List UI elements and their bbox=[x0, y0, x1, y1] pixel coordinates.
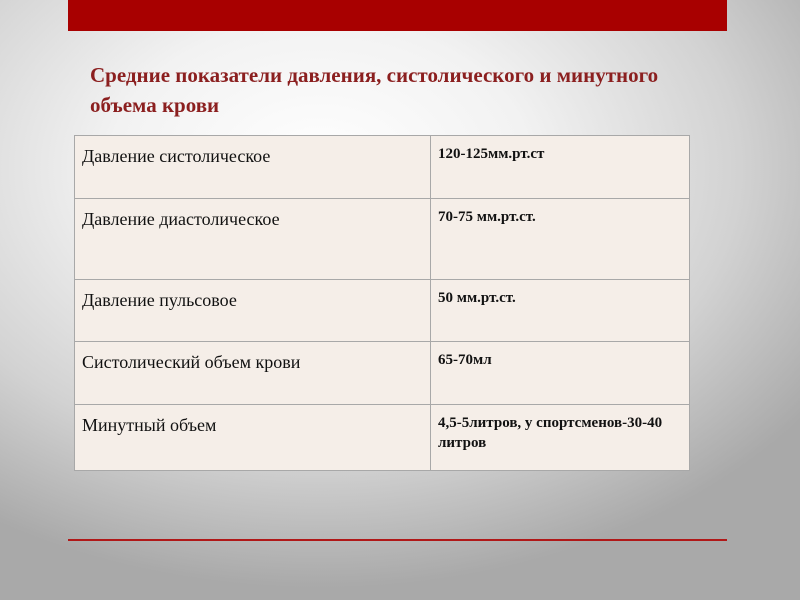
table-row bbox=[75, 280, 690, 342]
table-row bbox=[75, 405, 690, 471]
table-row bbox=[75, 342, 690, 405]
row-label: Систолический объем крови bbox=[75, 342, 431, 405]
top-accent-bar bbox=[68, 0, 727, 31]
row-value: 65-70мл bbox=[431, 342, 690, 405]
row-value: 120-125мм.рт.ст bbox=[431, 136, 690, 199]
row-label: Минутный объем bbox=[75, 405, 431, 471]
table-row bbox=[75, 199, 690, 280]
row-label: Давление пульсовое bbox=[75, 280, 431, 342]
row-label: Давление диастолическое bbox=[75, 199, 431, 280]
bottom-divider-line bbox=[68, 539, 727, 541]
slide-title: Средние показатели давления, систолического и минутного объема крови bbox=[90, 63, 659, 117]
table-row bbox=[75, 136, 690, 199]
row-value: 4,5-5литров, у спортсменов-30-40 литров bbox=[431, 405, 690, 471]
row-value: 70-75 мм.рт.ст. bbox=[431, 199, 690, 280]
row-value: 50 мм.рт.ст. bbox=[431, 280, 690, 342]
blood-pressure-table bbox=[74, 135, 690, 471]
row-label: Давление систолическое bbox=[75, 136, 431, 199]
